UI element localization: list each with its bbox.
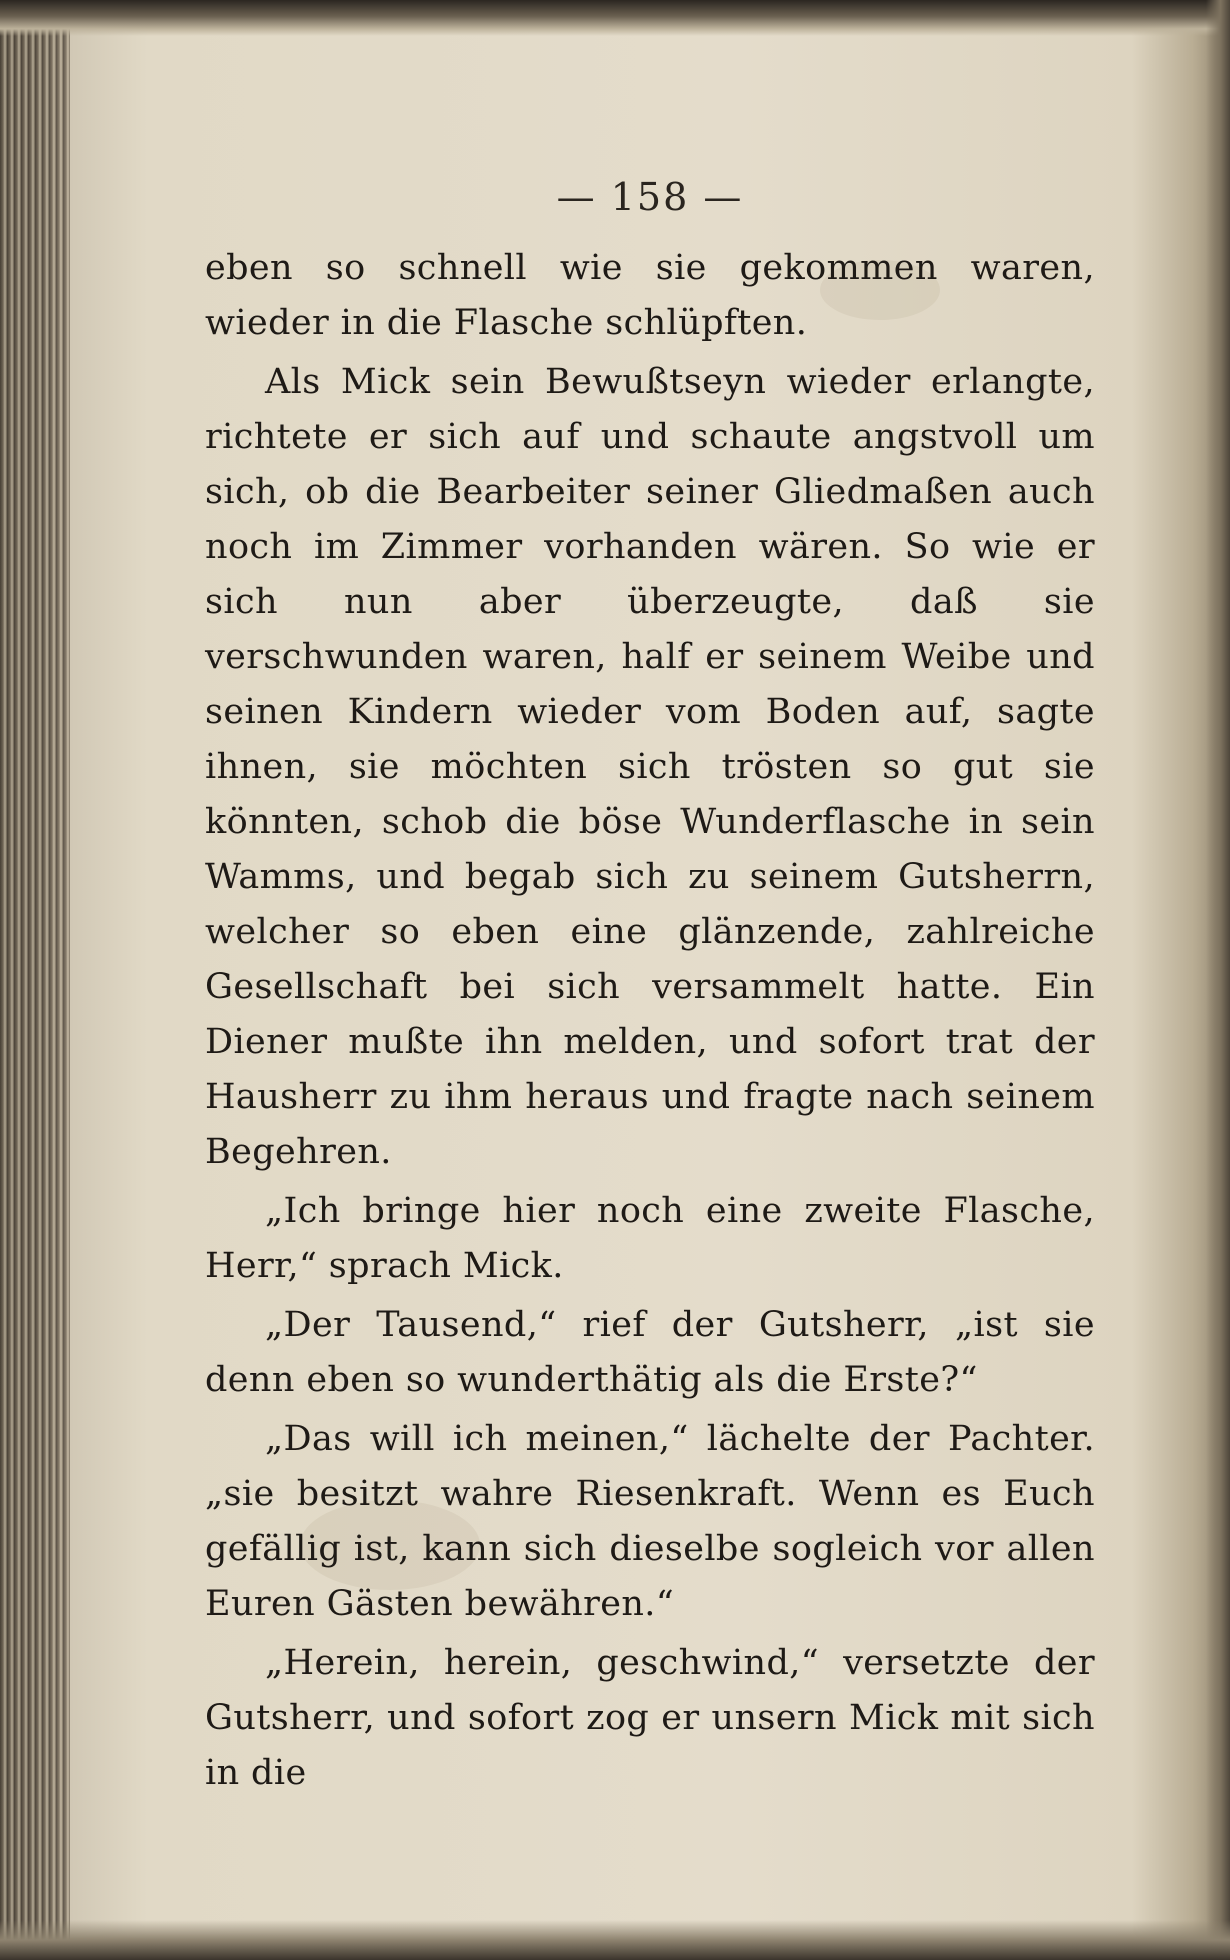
page-number: — 158 — [556, 175, 744, 219]
paragraph: „Herein, herein, geschwind,“ versetzte der Gutsherr, und sofort zog er unsern Mick mit sich in die [205, 1643, 1095, 1793]
bottom-page-edge [0, 1920, 1230, 1960]
paragraph: Als Mick sein Bewußtseyn wieder erlangte, richtete er sich auf und schaute angstvoll um sich, ob die Bearbeiter seiner Gliedmaßen auch noch im Zimmer vorhanden wären. So wie er sich nun aber überzeugte, daß sie verschwunden waren, half er seinem Weibe und seinen Kindern wieder vom Boden auf, sagte ihnen, sie möchten sich trösten so gut sie könnten, schob die böse Wunderflasche in sein Wamms, und begab sich zu seinem Gutsherrn, welcher so eben eine glänzende, zahlreiche Gesellschaft bei sich versammelt hatte. Ein Diener mußte ihn melden, und sofort trat der Hausherr zu ihm heraus und fragte nach seinem Begehren. [205, 362, 1095, 1172]
stacked-page-edges [0, 0, 70, 1960]
right-page-edge [1206, 0, 1230, 1960]
paragraph: „Das will ich meinen,“ lächelte der Pachter. „sie besitzt wahre Riesenkraft. Wenn es Euch gefällig ist, kann sich dieselbe sogleich vor allen Euren Gästen bewähren.“ [205, 1419, 1095, 1624]
top-page-edge [0, 0, 1230, 36]
paragraph: „Ich bringe hier noch eine zweite Flasche, Herr,“ sprach Mick. [205, 1191, 1095, 1286]
paragraph: „Der Tausend,“ rief der Gutsherr, „ist sie denn eben so wunderthätig als die Erste?“ [205, 1305, 1095, 1400]
book-page [205, 175, 1095, 1805]
paragraph-continuation: eben so schnell wie sie gekommen waren, wieder in die Flasche schlüpften. [205, 248, 1095, 343]
